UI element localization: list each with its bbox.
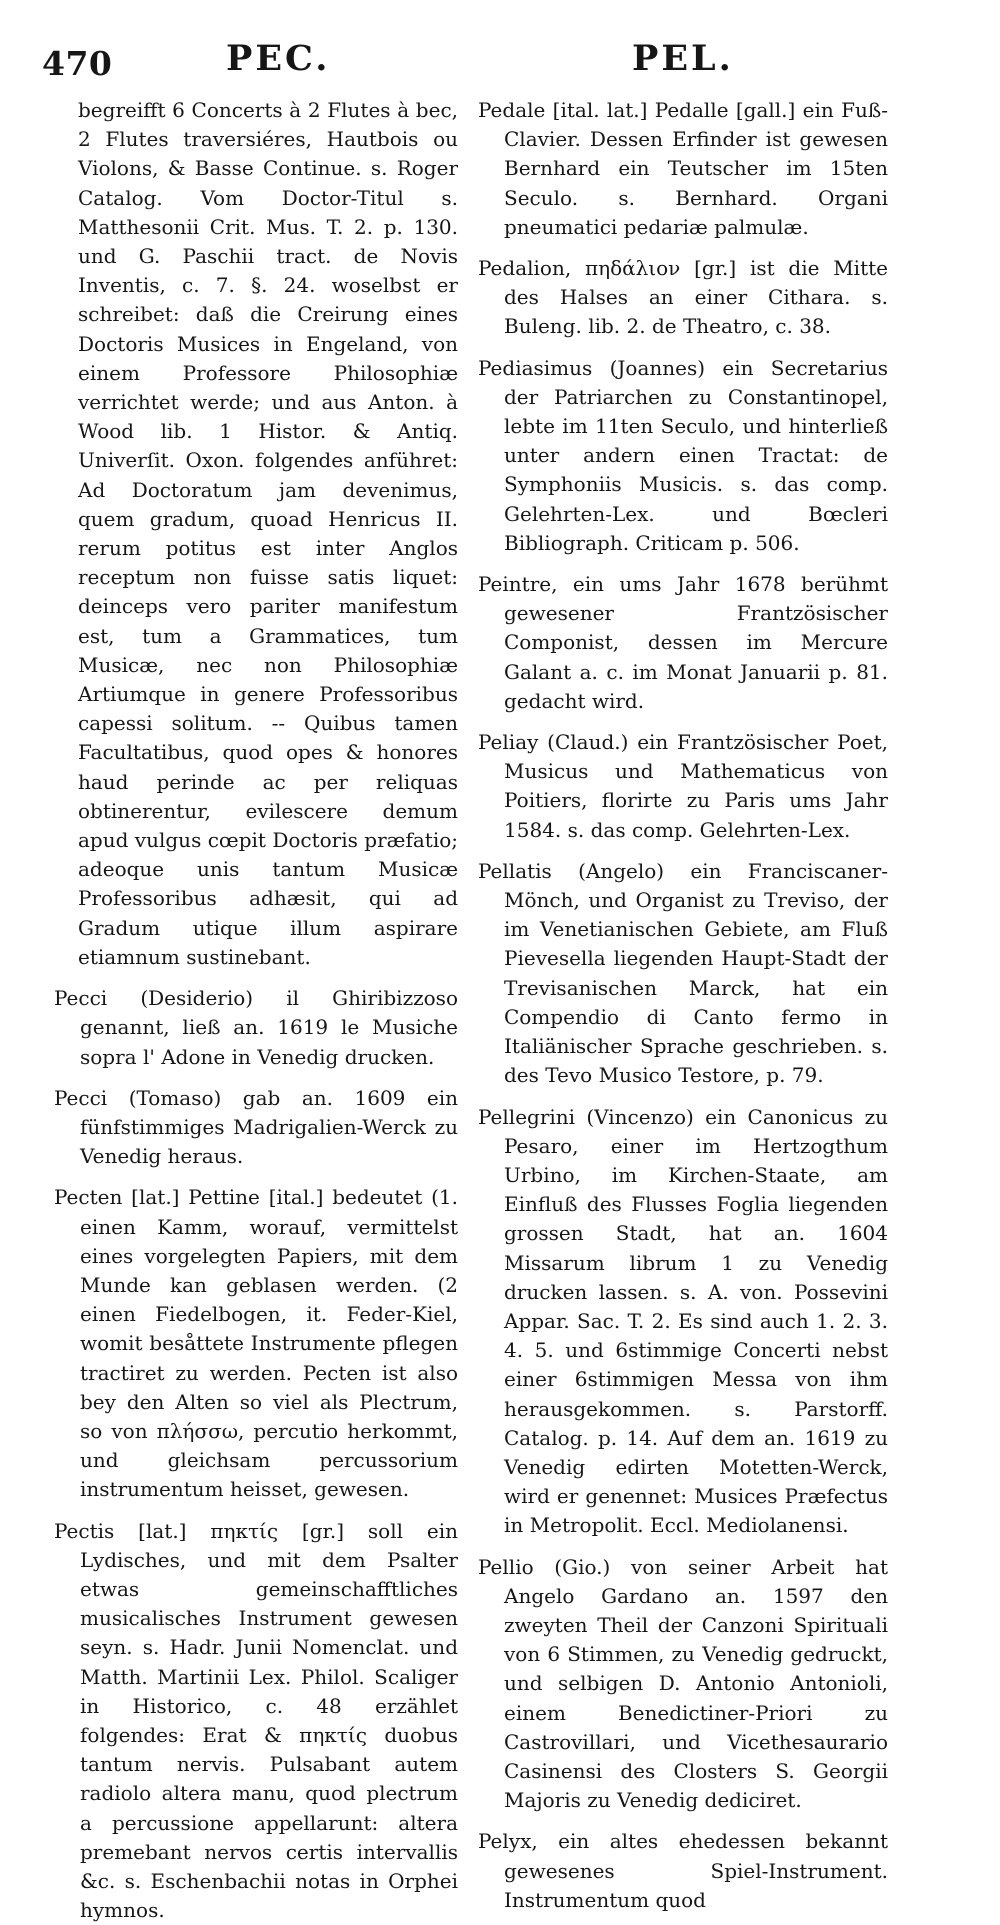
entry-peliay: Peliay (Claud.) ein Frantzösischer Poet, Musicus und Mathematicus von Poitiers, florirte zu Paris ums Jahr 1584. s. das comp. Gelehrten-Lex. xyxy=(478,730,888,842)
running-head xyxy=(0,0,1000,90)
right-column xyxy=(478,96,888,1915)
entry-pecci-tomaso: Pecci (Tomaso) gab an. 1609 ein fünfstimmiges Madrigalien-Werck zu Venedig heraus. xyxy=(54,1085,458,1169)
entry-peintre: Peintre, ein ums Jahr 1678 berühmt gewesener Frantzösischer Componist, dessen im Mercure Galant a. c. im Monat Januarii p. 81. gedacht wird. xyxy=(478,572,888,713)
left-running-head: PEC. xyxy=(226,38,331,79)
entry-pellegrini: Pellegrini (Vincenzo) ein Canonicus zu Pesaro, einer im Hertzogthum Urbino, im Kirchen-Staate, am Einfluß des Flusses Foglia liegenden grossen Stadt, hat an. 1604 Missarum librum 1 zu Venedig drucken lassen. s. A. von. Possevini Appar. Sac. T. 2. Es sind auch 1. 2. 3. 4. 5. und 6stimmige Concerti nebst einer 6stimmigen Messa von ihm herausgekommen. s. Parstorff. Catalog. p. 14. Auf dem an. 1619 zu Venedig edirten Motetten-Werck, wird er genennet: Musices Præfectus in Metropolit. Eccl. Mediolanensi. xyxy=(478,1104,888,1538)
entry-pellio: Pellio (Gio.) von seiner Arbeit hat Angelo Gardano an. 1597 den zweyten Theil der Canzoni Spirituali von 6 Stimmen, zu Venedig gedruckt, und selbigen D. Antonio Antonioli, einem Benedictiner-Priori zu Castrovillari, und Vicethesaurario Casinensi des Closters S. Georgii Majoris zu Venedig dediciret. xyxy=(478,1554,888,1813)
page-number: 470 xyxy=(42,44,113,83)
right-running-head: PEL. xyxy=(632,38,734,79)
entry-pelyx: Pelyx, ein altes ehedessen bekannt gewesenes Spiel-Instrument. Instrumentum quod xyxy=(478,1829,888,1912)
entry-pediasimus: Pediasimus (Joannes) ein Secretarius der Patriarchen zu Constantinopel, lebte im 11ten Seculo, und hinterließ unter andern einen Tractat: de Symphoniis Musicis. s. das comp. Gelehrten-Lex. und Bœcleri Bibliograph. Criticam p. 506. xyxy=(478,355,888,555)
entry-continuation: begreifft 6 Concerts à 2 Flutes à bec, 2 Flutes traversiéres, Hautbois ou Violons, & Basse Continue. s. Roger Catalog. Vom Doctor-Titul s. Matthesonii Crit. Mus. T. 2. p. 130. und G. Paschii tract. de Novis Inventis, c. 7. §. 24. woselbst er schreibet: daß die Creirung eines Doctoris Musices in Engeland, von einem Professore Philosophiæ verrichtet werde; und aus Anton. à Wood lib. 1 Histor. & Antiq. Univerſit. Oxon. folgendes anführet: Ad Doctoratum jam devenimus, quem gradum, quoad Henricus II. rerum potitus est inter Anglos receptum non fuisse satis liquet: deinceps vero pariter manifestum est, tum a Grammatices, tum Musicæ, nec non Philosophiæ Artiumque in genere Professoribus capessi solitum. -- Quibus tamen Facultatibus, quod opes & honores haud perinde ac per reliquas obtinerentur, evilescere demum apud vulgus cœpit Doctoris præfatio; adeoque unis tantum Musicæ Professoribus adhæsit, qui ad Gradum utique illum aspirare etiamnum sustinebant. xyxy=(78,98,458,969)
entry-pecci-desiderio: Pecci (Desiderio) il Ghiribizzoso genannt, ließ an. 1619 le Musiche sopra l' Adone in Venedig drucken. xyxy=(54,986,458,1069)
entry-pectis: Pectis [lat.] πηκτίς [gr.] soll ein Lydisches, und mit dem Psalter etwas gemeinschafftliches musicalisches Instrument gewesen seyn. s. Hadr. Junii Nomenclat. und Matth. Martinii Lex. Philol. Scaliger in Historico, c. 48 erzählet folgendes: Erat & πηκτίς duobus tantum nervis. Pulsabant autem radiolo altera manu, quod plectrum a percussione appellarunt: altera premebant nervos certis intervallis &c. s. Eschenbachii notas in Orphei hymnos. xyxy=(54,1518,458,1923)
entry-pellatis: Pellatis (Angelo) ein Franciscaner-Mönch, und Organist zu Treviso, der im Venetianischen Gebiete, am Fluß Pievesella liegenden Haupt-Stadt der Trevisanischen Marck, hat ein Compendio di Canto fermo in Italiänischer Sprache geschrieben. s. des Tevo Musico Testore, p. 79. xyxy=(478,858,888,1088)
entry-pecten: Pecten [lat.] Pettine [ital.] bedeutet (1. einen Kamm, worauf, vermittelst eines vorgelegten Papiers, mit dem Munde kan geblasen werden. (2 einen Fiedelbogen, it. Feder-Kiel, womit besåttete Instrumente pflegen tractiret zu werden. Pecten ist also bey den Alten so viel als Plectrum, so von πλήσσω, percutio herkommt, und gleichsam percussorium instrumentum heisset, gewesen. xyxy=(54,1185,458,1502)
entry-pedale: Pedale [ital. lat.] Pedalle [gall.] ein Fuß-Clavier. Dessen Erfinder ist gewesen Bernhard ein Teutscher im 15ten Seculo. s. Bernhard. Organi pneumatici pedariæ palmulæ. xyxy=(478,98,888,239)
left-column xyxy=(54,96,458,1925)
entry-pedalion: Pedalion, πηδάλιον [gr.] ist die Mitte des Halses an einer Cithara. s. Buleng. lib. 2. de Theatro, c. 38. xyxy=(478,256,888,339)
